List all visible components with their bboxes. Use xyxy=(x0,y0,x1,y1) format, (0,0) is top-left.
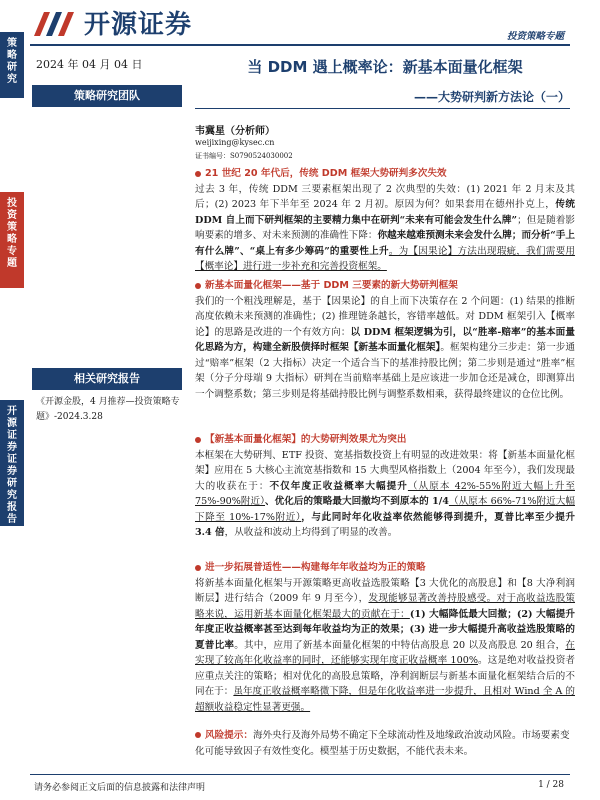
section-body xyxy=(195,576,575,716)
text-run: 以 DDM 框架逻辑为引，以“胜率-赔率”的基本面量化思路为方，构建全新股债择时框架【新基本面量化框架】 xyxy=(195,326,575,353)
strip-char: 开 xyxy=(7,406,17,417)
strip-char: 证 xyxy=(7,430,17,441)
text-run: ，从收益和波动上均得到了明显的改善。 xyxy=(224,527,398,538)
strip-char: 策 xyxy=(7,222,17,233)
risk-note xyxy=(195,728,575,759)
section-heading: 新基本面量化框架——基于 DDM 三要素的新大势研判框架 xyxy=(205,280,458,291)
related-report-link[interactable]: 《开源金股，4 月推荐—投资策略专题》-2024.3.28 xyxy=(36,397,180,422)
strip-char: 券 xyxy=(7,466,17,477)
text-run: 。为【因果论】方法出现瑕疵，我们需要用【概率论】进行进一步补充和完善投资框架。 xyxy=(195,245,576,272)
text-run: 你越来越难预测未来会发什么牌；而分析“手上有什么牌”、“桌上有多少筹码”的重要性上升 xyxy=(195,230,575,257)
text-run: 发现能够显著改善持股感受。对于高收益选股策略来说，运用新基本面量化框架最大的贡献在于： xyxy=(195,593,576,620)
text-run: 本框架在大势研判、ETF 投资、宽基指数投资上有明显的改进效果：将【新基本面量化框架】应用在 5 大核心主流宽基指数和 15 大典型风格指数上（2004 年至今），我们发现最大的收获在于： xyxy=(195,449,575,492)
brand-logo-icon xyxy=(32,6,82,38)
text-run: 。这是绝对收益投资者应重点关注的策略；相对优化的高股息策略，净利润断层与新基本面量化框架结合后的不同在于： xyxy=(195,655,575,697)
title-rule xyxy=(195,108,570,109)
strip-char: 证 xyxy=(7,454,17,465)
strip-char: 题 xyxy=(7,258,17,269)
text-run: 不仅年度正收益概率大幅提升 xyxy=(269,480,408,492)
text-run: (1) 大幅降低最大回撤；(2) 大幅提升年度正收益概率甚至达到每年收益均为正的效果；(3) 进一步大幅提升高收益选股策略的夏普比率 xyxy=(195,608,576,651)
report-type: 投资策略专题 xyxy=(506,31,564,42)
team-label: 策略研究团队 xyxy=(32,85,182,107)
footer-rule xyxy=(30,774,570,775)
strip-char: 研 xyxy=(7,62,17,73)
strip-char: 究 xyxy=(7,490,17,501)
text-run: 将新基本面量化框架与开源策略更高收益选股策略【3 大优化的高股息】和【8 大净利润断层】进行结合（2009 年 9 月至今）， xyxy=(195,577,575,604)
strip-char: 专 xyxy=(7,246,17,257)
strip-char: 报 xyxy=(7,502,17,513)
section-paragraph xyxy=(195,448,575,541)
strip-securities-report xyxy=(0,400,24,526)
text-run: 我们的一个粗浅理解是，基于【因果论】的自上而下决策存在 2 个问题：(1) 结果的推断高度依赖未来预测的准确性；(2) 推理链条越长，容错率越低。对 DDM 框架引入【概率论】的思路是改进的一个有效方向： xyxy=(195,295,575,338)
section-2 xyxy=(195,278,575,402)
report-subtitle: ——大势研判新方法论（一） xyxy=(413,90,570,104)
risk-label: 风险提示： xyxy=(205,730,253,741)
text-run: 虽年度正收益概率略微下降，但是年化收益率进一步提升，且相对 Wind 全 A 的超额收益稳定性显著更强。 xyxy=(195,686,575,713)
bullet-icon xyxy=(195,437,201,443)
author-email[interactable]: weijixing@kysec.cn xyxy=(195,138,275,147)
report-title: 当 DDM 遇上概率论：新基本面量化框架 xyxy=(247,58,523,76)
page-number: 1 / 28 xyxy=(538,780,564,790)
text-run: 。框架构建分三步走：第一步通过“赔率”框架（2 大指标）决定一个适合当下的基准持股比例；第二步则是通过“胜率”框架（分子分母端 9 大指标）研判在当前赔率基础上是应该进一步加仓还是减仓，即测算出一个调整系数；第三步则是将基础持股比例与调整系数相乘，获得最终建议的仓位比例。 xyxy=(195,342,576,400)
strip-char: 研 xyxy=(7,478,17,489)
section-3 xyxy=(195,432,575,541)
author-name: 韦冀星（分析师） xyxy=(195,126,275,137)
author-certificate: 证书编号：S0790524030002 xyxy=(195,152,293,160)
section-heading: 21 世纪 20 年代后，传统 DDM 框架大势研判多次失效 xyxy=(205,168,447,179)
text-run: ；但是随着影响要素的增多、对未来预测的准确性下降： xyxy=(195,214,575,241)
report-date: 2024 年 04 月 04 日 xyxy=(36,58,143,71)
strip-char: 究 xyxy=(7,74,17,85)
strip-char: 略 xyxy=(7,234,17,245)
strip-investment-strategy xyxy=(0,192,24,288)
section-heading: 进一步拓展普适性——构建每年年收益均为正的策略 xyxy=(205,562,426,573)
brand-name: 开源证券 xyxy=(84,10,193,40)
text-run: 传统 DDM 自上而下研判框架的主要精力集中在研判“未来有可能会发生什么牌” xyxy=(195,199,575,226)
strip-strategy-research xyxy=(0,32,24,98)
section-4 xyxy=(195,560,575,715)
text-run: 过去 3 年，传统 DDM 三要素框架出现了 2 次典型的失效：(1) 2021 年 2 月末及其后；(2) 2023 年下半年至 2024 年 2 月初。原因为何？如果套用在德州扑克上， xyxy=(195,183,575,210)
strip-char: 略 xyxy=(7,50,17,61)
strip-char: 告 xyxy=(7,514,17,525)
section-body xyxy=(195,448,575,541)
related-reports-label: 相关研究报告 xyxy=(32,368,182,390)
section-1 xyxy=(195,166,575,275)
text-run: （从原本 42%-55%附近大幅上升至 75%-90%附近） xyxy=(195,480,575,507)
strip-char: 资 xyxy=(7,210,17,221)
risk-text: 海外央行及海外局势不确定下全球流动性及地缘政治波动风险。市场要素变化可能导致因子有效性变化。模型基于历史数据，不能代表未来。 xyxy=(195,730,570,757)
header-rule xyxy=(30,44,570,46)
section-heading: 【新基本面量化框架】的大势研判效果尤为突出 xyxy=(205,434,407,445)
text-run: 在实现了较高年化收益率的同时，还能够实现年度正收益概率 100% xyxy=(195,639,576,666)
bullet-icon xyxy=(195,171,201,177)
section-body xyxy=(195,182,575,275)
strip-char: 策 xyxy=(7,38,17,49)
section-paragraph xyxy=(195,182,575,275)
bullet-icon xyxy=(195,732,201,738)
section-paragraph xyxy=(195,576,575,716)
bullet-icon xyxy=(195,565,201,571)
text-run: 。其中，应用了新基本面量化框架的中特估高股息 20 以及高股息 20 组合， xyxy=(234,639,566,651)
text-run: （从原本 66%-71%附近大幅下降至 10%-17%附近） xyxy=(195,496,575,523)
strip-char: 券 xyxy=(7,442,17,453)
section-body xyxy=(195,294,575,403)
bullet-icon xyxy=(195,283,201,289)
text-run: ，与此同时年化收益率依然能够得到提升，夏普比率至少提升 3.4 倍 xyxy=(195,511,575,538)
strip-char: 源 xyxy=(7,418,17,429)
strip-char: 投 xyxy=(7,198,17,209)
section-paragraph xyxy=(195,294,575,403)
footer-disclaimer: 请务必参阅正文后面的信息披露和法律声明 xyxy=(34,783,206,793)
text-run: 、优化后的策略最大回撤均不到原本的 1/4 xyxy=(265,496,449,507)
